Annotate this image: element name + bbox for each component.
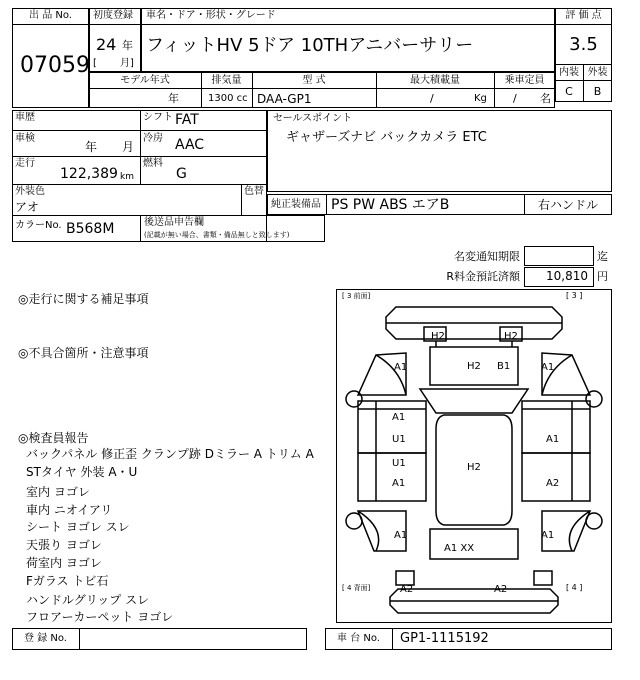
inspector-line: STタイヤ 外装 A・U (26, 465, 138, 479)
wheel-rear-right (586, 513, 602, 529)
damage-label: H2 (504, 331, 518, 342)
inspection-year-unit: 年 (85, 140, 98, 154)
recycle-fee-unit: 円 (597, 270, 608, 283)
exterior-grade: B (593, 85, 602, 98)
max-load-slash: / (430, 92, 434, 105)
damage-label: A1 (392, 478, 406, 489)
exterior-color-label: 外装色 (15, 186, 45, 197)
damage-label: H2 (431, 331, 445, 342)
car-diagram (336, 289, 612, 623)
first-registration-year: 24 (96, 35, 117, 54)
inspector-report-label: ◎検査員報告 (18, 431, 89, 445)
color-no-label: カラーNo. (15, 220, 62, 231)
damage-label: A2 (494, 584, 508, 595)
overall-grade: 3.5 (569, 34, 598, 55)
inspector-line: 天張り ヨゴレ (26, 538, 102, 552)
damage-label: A1 (394, 530, 408, 541)
windshield (420, 389, 528, 413)
max-load-label: 最大積載量 (410, 75, 460, 86)
damage-label: H2 (467, 462, 481, 473)
damage-label: A1 (392, 412, 406, 423)
damage-label: B1 (497, 361, 511, 372)
interior-grade: C (565, 85, 573, 98)
recycle-fee-label: R料金預託済額 (446, 270, 520, 283)
fuel: G (176, 166, 187, 182)
wheel-front-right (586, 391, 602, 407)
displacement: 1300 cc (208, 93, 248, 104)
first-registration-month-unit: 月] (120, 58, 134, 69)
corner-marker-br: [ 4 ] (566, 583, 583, 592)
steering-side: 右ハンドル (537, 198, 598, 212)
damage-label: A1 XX (444, 543, 475, 554)
first-registration-year-unit: 年 (122, 39, 133, 52)
exterior-color: アオ (15, 200, 39, 214)
ac-label: 冷房 (143, 133, 163, 144)
taillight-right (534, 571, 552, 585)
lot-number-label: 出 品 No. (29, 10, 72, 21)
damage-label: A1 (546, 434, 560, 445)
type: DAA-GP1 (257, 92, 312, 106)
name-change-deadline-value (524, 246, 594, 266)
damage-label: A1 (541, 530, 555, 541)
damage-label: A2 (400, 584, 414, 595)
damage-label: A2 (546, 478, 560, 489)
wheel-rear-left (346, 513, 362, 529)
mileage: 122,389 (60, 166, 118, 182)
ac: AAC (175, 137, 205, 153)
chassis-no-label: 車 台 No. (337, 633, 380, 644)
registration-no-label: 登 録 No. (24, 633, 67, 644)
inspection-month-unit: 月 (122, 140, 135, 154)
interior-grade-label: 内装 (559, 67, 579, 78)
mileage-unit: km (120, 172, 134, 182)
name-change-deadline-label: 名変通知期限 (454, 250, 520, 263)
corner-marker-tl: [ 3 前面] (342, 292, 371, 300)
damage-label: U1 (392, 458, 406, 469)
capacity-unit: 名 (540, 92, 551, 105)
type-label: 型 式 (302, 75, 326, 86)
chassis-no: GP1-1115192 (400, 631, 489, 646)
sales-points-text: ギャザーズナビ バックカメラ ETC (286, 130, 487, 145)
inspector-line: Fガラス トビ石 (26, 574, 109, 588)
post-registration-note: (記載が無い場合、書類・備品無しと致します) (144, 231, 290, 239)
inspector-line: ハンドルグリップ スレ (26, 593, 150, 607)
post-registration-label: 後送品申告欄 (144, 217, 204, 228)
shift-label: シフト (143, 112, 173, 123)
corner-marker-tr: [ 3 ] (566, 291, 583, 300)
inspector-line: シート ヨゴレ スレ (26, 520, 130, 534)
damage-label: H2 (467, 361, 481, 372)
color-change-label: 色替 (244, 186, 264, 197)
wheel-front-left (346, 391, 362, 407)
defects-label: ◎不具合箇所・注意事項 (18, 346, 149, 360)
first-registration-label: 初度登録 (93, 10, 133, 21)
name-change-deadline-unit: 迄 (597, 250, 608, 263)
sales-points-label: セールスポイント (273, 113, 353, 124)
capacity-slash: / (513, 92, 517, 105)
exterior-grade-label: 外装 (587, 67, 608, 78)
mileage-label: 走行 (15, 158, 35, 169)
taillight-left (396, 571, 414, 585)
displacement-label: 排気量 (211, 75, 242, 86)
grade-label: 評 価 点 (565, 10, 602, 21)
damage-label: A1 (394, 362, 408, 373)
inspector-line: 荷室内 ヨゴレ (26, 556, 102, 570)
fuel-label: 燃料 (143, 158, 163, 169)
first-registration-month-open: [ (93, 58, 97, 69)
model-year-unit: 年 (168, 92, 179, 105)
max-load-unit: Kg (474, 93, 487, 104)
inspector-line: 室内 ヨゴレ (26, 485, 90, 499)
corner-marker-bl: [ 4 背面] (342, 584, 371, 592)
right-rear-door (522, 453, 590, 501)
inspector-line: バックパネル 修正歪 クランプ跡 Dミラー A トリム A (26, 447, 314, 461)
damage-label: U1 (392, 434, 406, 445)
inspection-label: 車検 (15, 133, 35, 144)
car-name-label: 車名・ドア・形状・グレード (146, 10, 276, 21)
recycle-fee-amount: 10,810 (546, 269, 588, 283)
inspector-line: フロアーカーペット ヨゴレ (26, 610, 174, 624)
shift: FAT (175, 112, 199, 128)
color-no: B568M (66, 221, 115, 237)
damage-label: A1 (541, 362, 555, 373)
capacity-label: 乗車定員 (504, 75, 545, 86)
equipment-items: PS PW ABS エアB (331, 197, 450, 213)
history-label: 車歴 (15, 112, 35, 123)
inspector-line: 車内 ニオイアリ (26, 503, 113, 517)
car-name: フィットHV 5ドア 10THアニバーサリー (146, 35, 474, 56)
model-year-label: モデル年式 (120, 75, 170, 86)
equipment-label: 純正装備品 (271, 199, 321, 210)
lot-number: 07059 (20, 53, 90, 78)
driving-notes-label: ◎走行に関する補足事項 (18, 292, 149, 306)
